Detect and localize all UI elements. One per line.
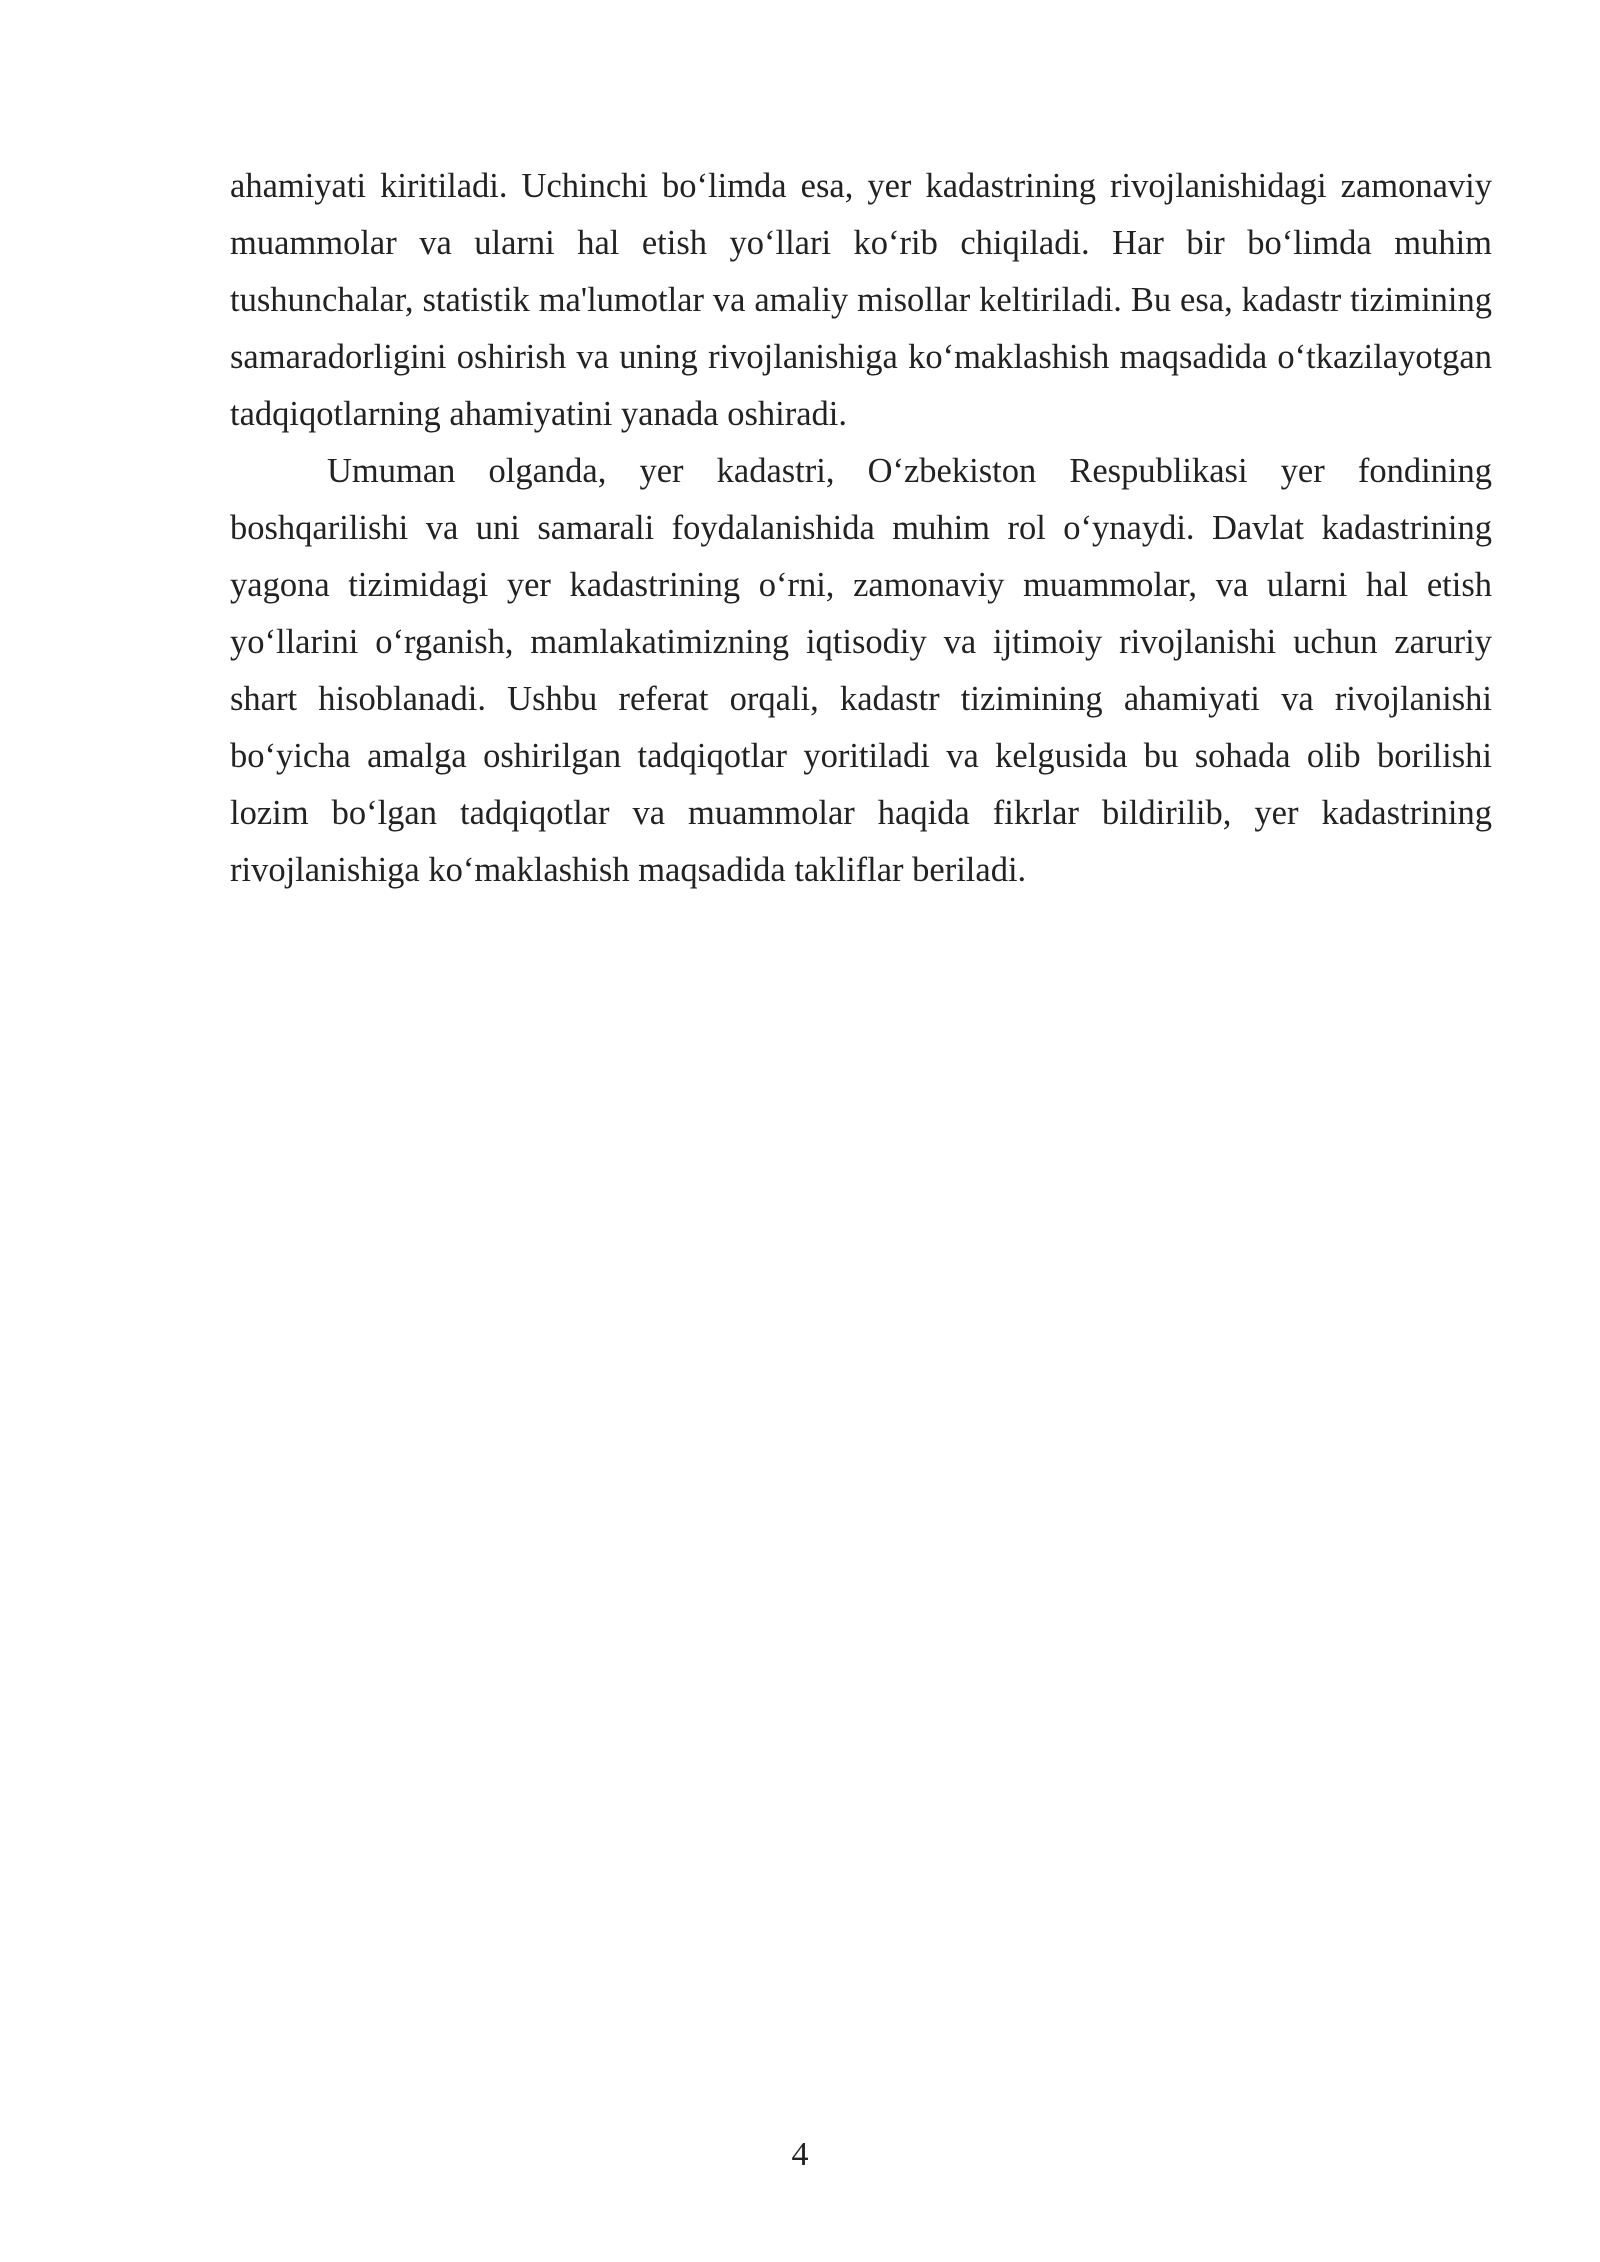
paragraph-continuation: ahamiyati kiritiladi. Uchinchi bo‘limda esa, yer kadastrining rivojlanishidagi zamonaviy muammolar va ularni hal etish yo‘llari ko‘rib chiqiladi. Har bir bo‘limda muhim tushunchalar, statistik ma'lumotlar va amaliy misollar keltiriladi. Bu esa, kadastr tizimining samaradorligini oshirish va uning rivojlanishiga ko‘maklashish maqsadida o‘tkazilayotgan tadqiqotlarning ahamiyatini yanada oshiradi. [230,167,1492,433]
body-text [230,158,1492,899]
paragraph-conclusion: Umuman olganda, yer kadastri, O‘zbekiston Respublikasi yer fondining boshqarilishi va uni samarali foydalanishida muhim rol o‘ynaydi. Davlat kadastrining yagona tizimidagi yer kadastrining o‘rni, zamonaviy muammolar, va ularni hal etish yo‘llarini o‘rganish, mamlakatimizning iqtisodiy va ijtimoiy rivojlanishi uchun zaruriy shart hisoblanadi. Ushbu referat orqali, kadastr tizimining ahamiyati va rivojlanishi bo‘yicha amalga oshirilgan tadqiqotlar yoritiladi va kelgusida bu sohada olib borilishi lozim bo‘lgan tadqiqotlar va muammolar haqida fikrlar bildirilib, yer kadastrining rivojlanishiga ko‘maklashish maqsadida takliflar beriladi. [230,452,1492,889]
page-number: 4 [791,2136,809,2173]
